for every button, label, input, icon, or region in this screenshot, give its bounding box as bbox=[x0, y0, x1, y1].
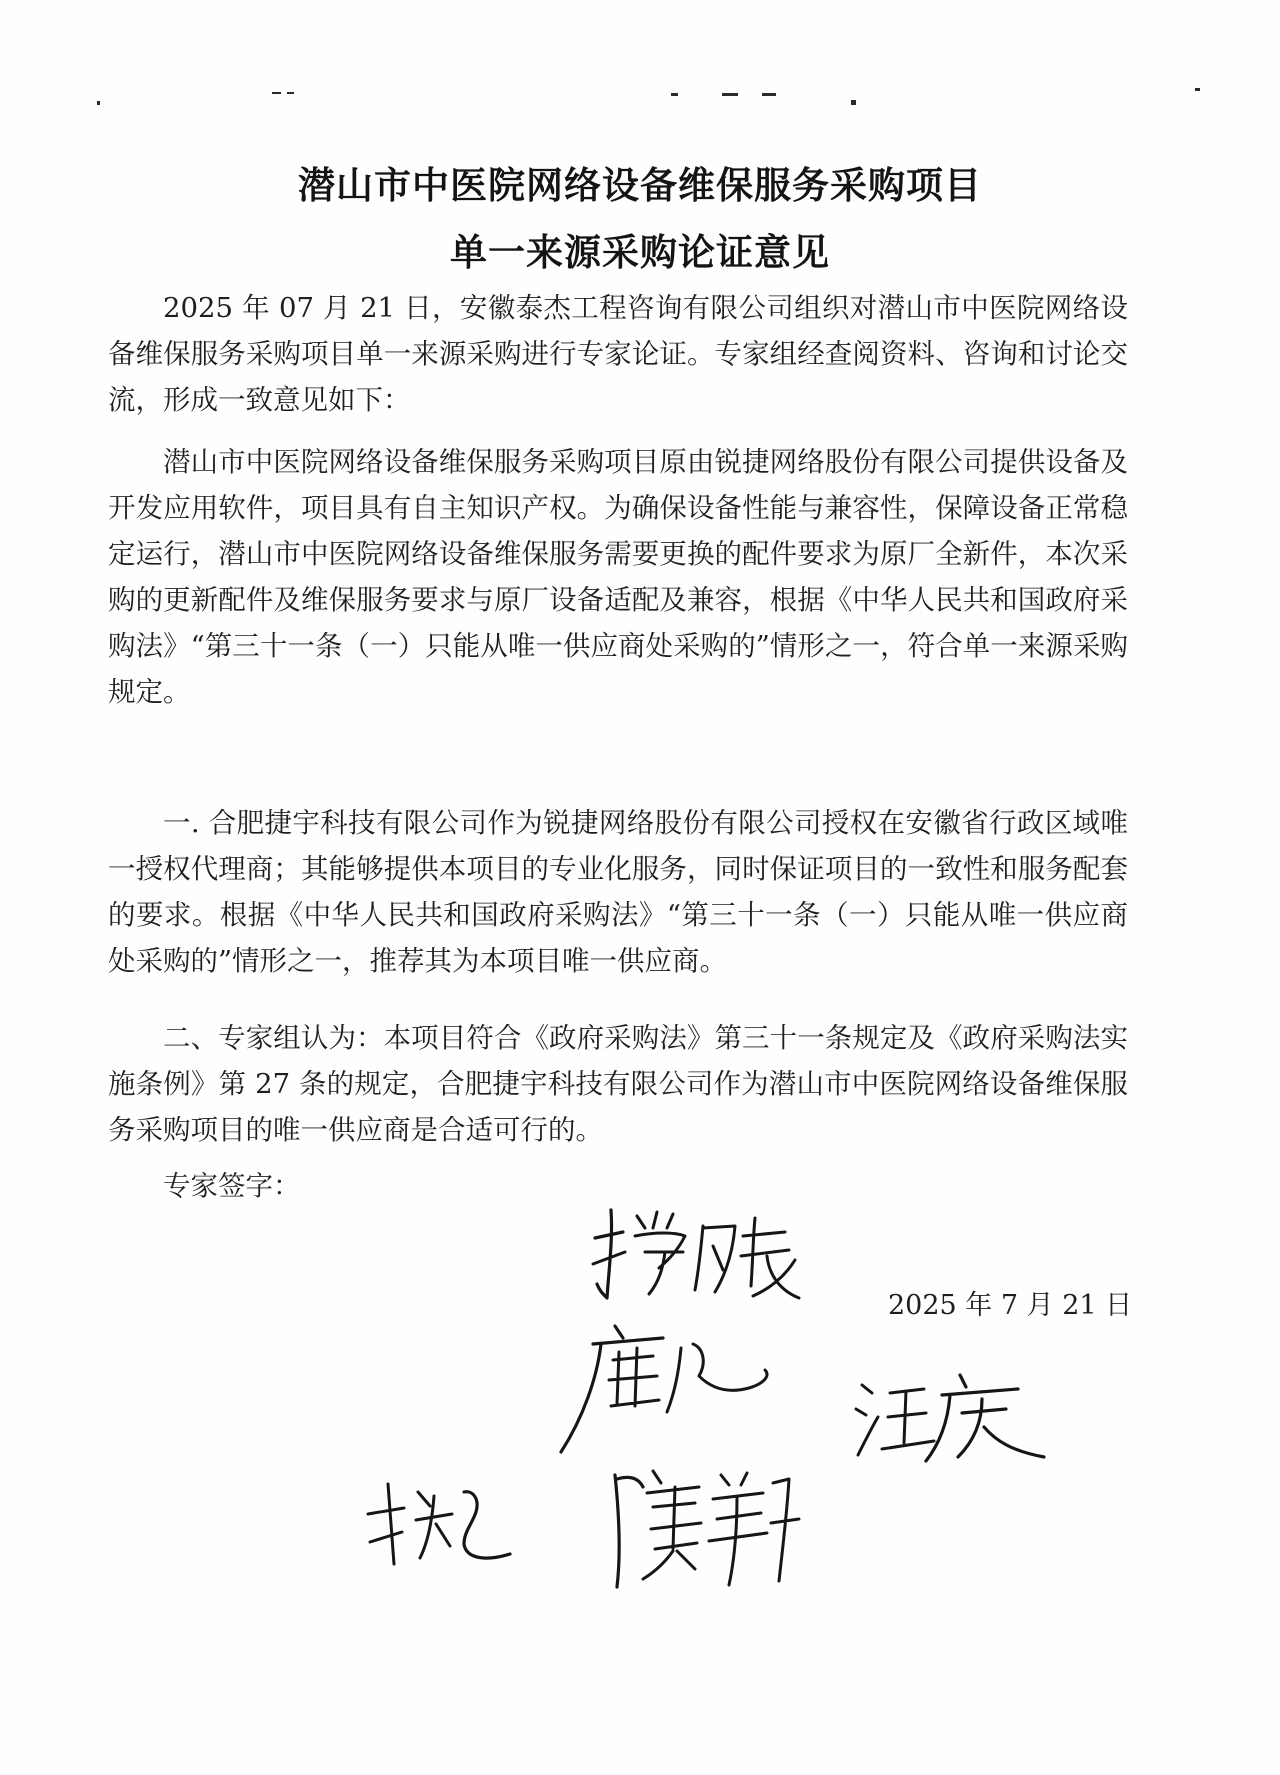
scan-specks bbox=[0, 0, 1280, 130]
handwritten-signature-4 bbox=[360, 1462, 520, 1572]
handwritten-signature-3 bbox=[850, 1365, 1050, 1465]
intro-paragraph: 2025 年 07 月 21 日，安徽泰杰工程咨询有限公司组织对潜山市中医院网络设备维保服务采购项目单一来源采购进行专家论证。专家组经查阅资料、咨询和讨论交流，形成一致意见如下： bbox=[108, 292, 1128, 416]
handwritten-signature-5 bbox=[603, 1453, 803, 1593]
expert-signature-label: 专家签字： bbox=[163, 1170, 301, 1202]
opinion-one-paragraph: 一. 合肥捷宇科技有限公司作为锐捷网络股份有限公司授权在安徽省行政区域唯一授权代理商；其能够提供本项目的专业化服务，同时保证项目的一致性和服务配套的要求。根据《中华人民共和国政府采购法》“第三十一条（一）只能从唯一供应商处采购的”情形之一，推荐其为本项目唯一供应商。 bbox=[108, 807, 1128, 977]
background-paragraph: 潜山市中医院网络设备维保服务采购项目原由锐捷网络股份有限公司提供设备及开发应用软件，项目具有自主知识产权。为确保设备性能与兼容性，保障设备正常稳定运行，潜山市中医院网络设备维保服务需要更换的配件要求为原厂全新件，本次采购的更新配件及维保服务要求与原厂设备适配及兼容，根据《中华人民共和国政府采购法》“第三十一条（一）只能从唯一供应商处采购的”情形之一，符合单一来源采购规定。 bbox=[108, 446, 1128, 708]
opinion-two-paragraph: 二、专家组认为：本项目符合《政府采购法》第三十一条规定及《政府采购法实施条例》第 27 条的规定，合肥捷宇科技有限公司作为潜山市中医院网络设备维保服务采购项目的唯一供应商是合适可行的。 bbox=[108, 1022, 1128, 1146]
document-title-line-1: 潜山市中医院网络设备维保服务采购项目 bbox=[298, 164, 982, 207]
signing-date: 2025 年 7 月 21 日 bbox=[888, 1290, 1133, 1321]
handwritten-signature-2 bbox=[553, 1308, 783, 1458]
document-title-line-2: 单一来源采购论证意见 bbox=[450, 231, 830, 274]
handwritten-signature-1 bbox=[585, 1198, 825, 1308]
